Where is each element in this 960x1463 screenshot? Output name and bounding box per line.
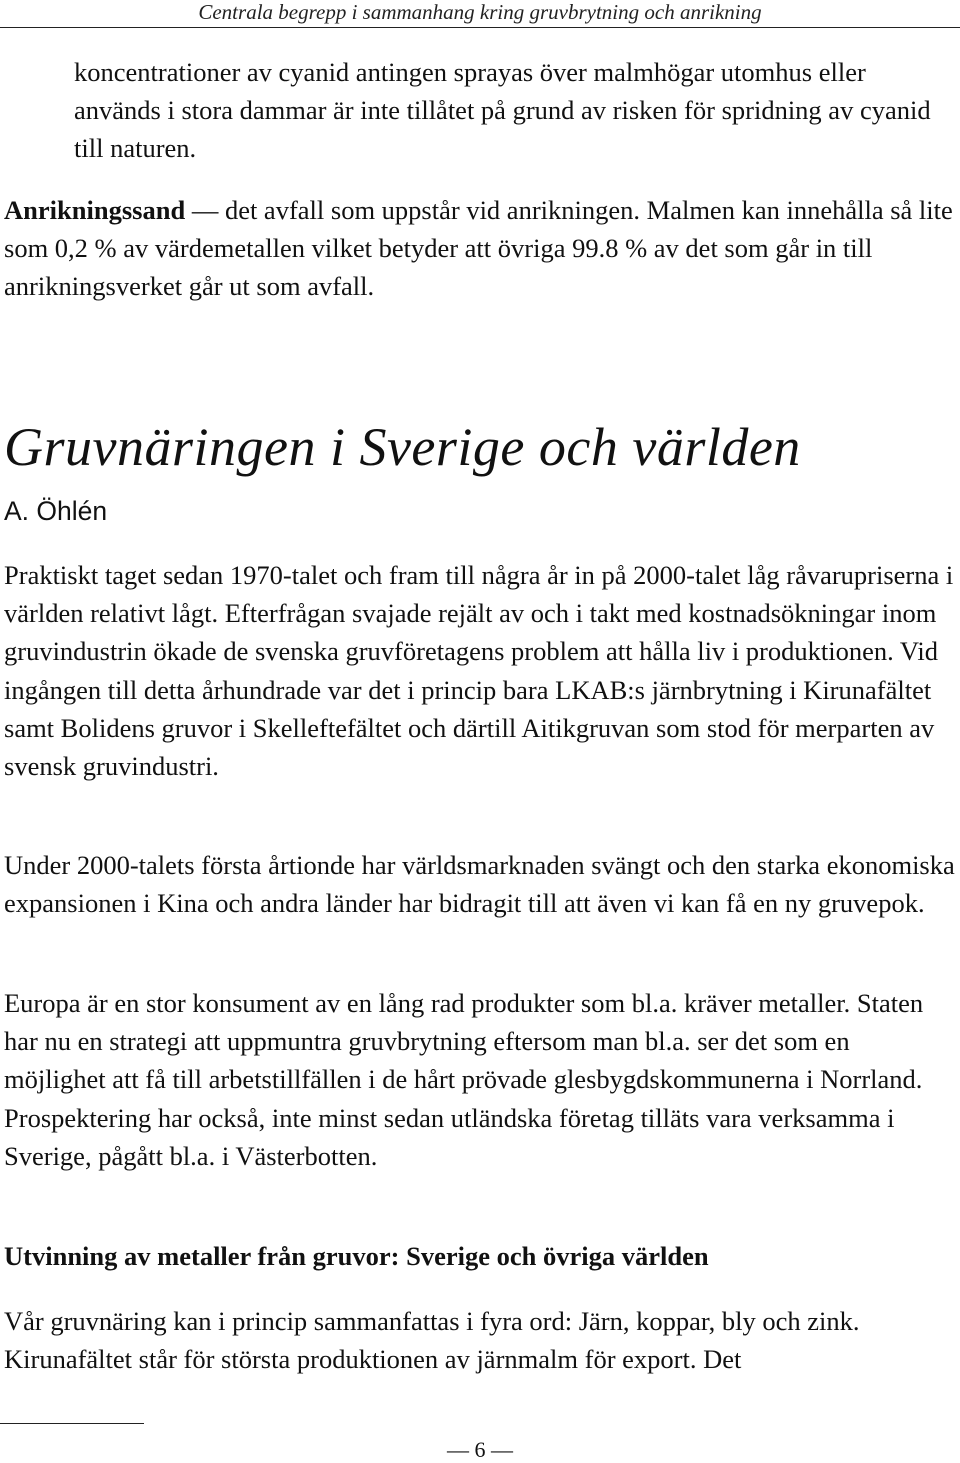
chapter-paragraph: Praktiskt taget sedan 1970-talet och fram till några år in på 2000-talet låg råvarupriserna i världen relativt lågt. Efterfrågan svajade rejält av och i takt med kostnadsökningar inom gruvindustrin ökade de svenska gruvföretagens problem att hålla liv i produktionen. Vid ingången till detta århundrade var det i princip bara LKAB:s järnbrytning i Kirunafältet samt Bolidens gruvor i Skelleftefältet och därtill Aitikgruvan som stod för merparten av svensk gruvindustri. [4,560,954,782]
chapter-title: Gruvnäringen i Sverige och världen [4,417,801,477]
glossary-term: Anrikningssand [4,195,186,225]
header-rule [0,27,960,28]
page-number: — 6 — [447,1437,513,1462]
glossary-entry-anrikningssand [4,191,956,306]
chapter-paragraph: Under 2000-talets första årtionde har världsmarknaden svängt och den starka ekonomiska expansionen i Kina och andra länder har bidragit till att även vi kan få en ny gruvepok. [4,850,955,919]
chapter-author: A. Öhlén [4,496,108,526]
running-header [0,0,960,24]
chapter-paragraph: Europa är en stor konsument av en lång rad produkter som bl.a. kräver metaller. Staten har nu en strategi att uppmuntra gruvbrytning eftersom man bl.a. ser det som en möjlighet att få till arbetstillfällen i de hårt prövade glesbygdskommunerna i Norrland. Prospektering har också, inte minst sedan utländska företag tilläts vara verksamma i Sverige, pågått bl.a. i Västerbotten. [4,988,924,1171]
section-heading: Utvinning av metaller från gruvor: Sverige och övriga världen [4,1241,709,1271]
glossary-continuation: koncentrationer av cyanid antingen sprayas över malmhögar utomhus eller används i stora dammar är inte tillåtet på grund av risken för spridning av cyanid till naturen. [74,57,931,164]
section-paragraph: Vår gruvnäring kan i princip sammanfattas i fyra ord: Järn, koppar, bly och zink. Kirunafältet står för största produktionen av järnmalm för export. Det [4,1306,860,1375]
glossary-definition: — det avfall som uppstår vid anrikningen. Malmen kan innehålla så lite som 0,2 % av värdemetallen vilket betyder att övriga 99.8 % av det som går in till anrikningsverket går ut som avfall. [4,195,953,302]
running-header-title: Centrala begrepp i sammanhang kring gruvbrytning och anrikning [198,0,762,24]
footer-rule [0,1423,144,1424]
